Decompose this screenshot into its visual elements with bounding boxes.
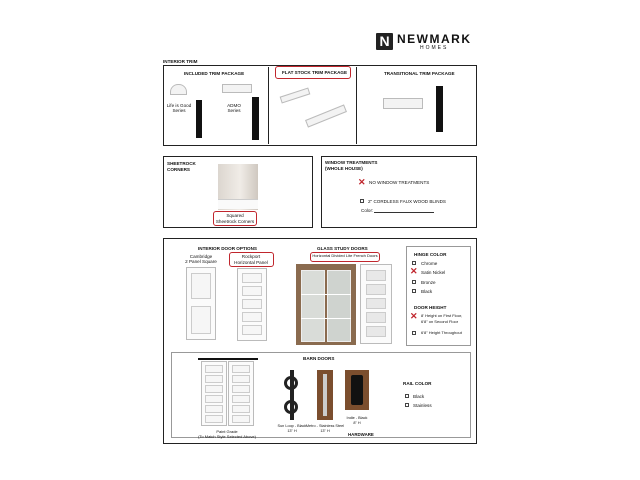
height-opt1-label-2: 6'8" on Second Floor [421,319,459,324]
rail-black-label: Black [413,394,425,399]
window-opt2-checkbox[interactable] [360,199,364,203]
metro-label-2: 13" H [320,429,330,433]
rockport-label-1: Rockport [241,254,261,259]
indie-label-2: 8" H [353,421,361,425]
hinge-title: HINGE COLOR [414,252,447,257]
interior-trim-heading: INTERIOR TRIM [163,59,198,64]
sheetrock-title-1: SHEETROCK [167,161,196,166]
sheetrock-caption-1: Squared [226,213,244,218]
window-color-label: Color: [361,208,374,213]
transitional-profile [383,98,423,109]
window-opt2-label: 2" CORDLESS FAUX WOOD BLINDS [368,199,446,204]
hinge-chrome-checkbox[interactable] [412,261,416,265]
hinge-satin-selected-icon: ✕ [410,266,418,276]
hinge-black-checkbox[interactable] [412,289,416,293]
barn-door-right [228,361,254,426]
included-trim-title: INCLUDED TRIM PACKAGE [184,71,245,76]
window-title-2: (WHOLE HOUSE) [325,166,363,171]
cambridge-label-2: 2 Panel Square [185,259,217,264]
trim-profile-lig [170,84,187,95]
sheetrock-baseboard [218,199,258,209]
sun-loop-label-1: Sun Loop - Black [277,424,307,428]
height-opt2-checkbox[interactable] [412,331,416,335]
transitional-baseboard [436,86,443,132]
rail-black-checkbox[interactable] [405,394,409,398]
metro-hardware-icon [317,370,333,420]
barn-door-label-1: Paint Grade [216,429,238,434]
barn-door-left [201,361,227,426]
logo-mark: N [376,33,393,50]
trim-profile-admo [222,84,252,93]
hinge-bronze-label: Bronze [421,280,436,285]
sun-loop-label-2: 13" H [287,429,297,433]
glass-door-elevation [360,264,392,344]
barn-rail [198,358,258,360]
barn-title: BARN DOORS [303,356,335,361]
door-height-title: DOOR HEIGHT [414,305,447,310]
lig-baseboard [196,100,202,138]
hinge-bronze-checkbox[interactable] [412,280,416,284]
lig-label: Life is Good Series [166,103,192,114]
window-color-line[interactable] [374,212,434,213]
rockport-label-2: Horizontal Panel [234,260,268,265]
height-opt2-label: 6'8" Height Throughout [421,330,462,335]
cambridge-label-1: Cambridge [189,254,213,259]
hinge-satin-label: Satin Nickel [421,270,446,275]
barn-door-label-2: (To Match Style Selected Above) [198,434,256,439]
logo-subtitle: HOMES [420,45,449,51]
rockport-door [237,268,267,341]
admo-baseboard [252,97,259,140]
cambridge-door [186,267,216,340]
glass-caption: Horizontal Divided Lite French Doors [312,253,378,258]
height-selected-icon: ✕ [410,311,418,321]
selected-x-icon: ✕ [358,177,366,187]
hinge-chrome-label: Chrome [421,261,438,266]
indie-hardware-icon [345,370,369,410]
height-opt1-label-1: 8' Height on First Floor, [421,313,463,318]
interior-door-title: INTERIOR DOOR OPTIONS [198,246,257,251]
transitional-title: TRANSITIONAL TRIM PACKAGE [384,71,455,76]
admo-label: ADMO Series [227,103,241,114]
metro-label-1: Metro - Stainless Steel [305,424,345,428]
rail-color-title: RAIL COLOR [403,381,432,386]
trim-divider-2 [356,67,357,144]
flat-stock-title: FLAT STOCK TRIM PACKAGE [282,70,348,75]
sun-loop-hardware-icon [281,370,303,420]
rail-stainless-label: Stainless [413,403,432,408]
sheetrock-title-2: CORNERS [167,167,190,172]
glass-door-title: GLASS STUDY DOORS [317,246,368,251]
window-title-1: WINDOW TREATMENTS [325,160,378,165]
hinge-black-label: Black [421,289,433,294]
logo-brand: NEWMARK [397,32,472,46]
indie-label-1: Indie - Black [346,416,368,420]
hardware-label: HARDWARE [348,432,374,437]
rail-stainless-checkbox[interactable] [405,403,409,407]
window-opt1-label: NO WINDOW TREATMENTS [369,180,430,185]
glass-doors-photo [296,264,356,345]
sheetrock-caption-2: Sheetrock Corners [215,219,255,224]
trim-divider-1 [268,67,269,144]
